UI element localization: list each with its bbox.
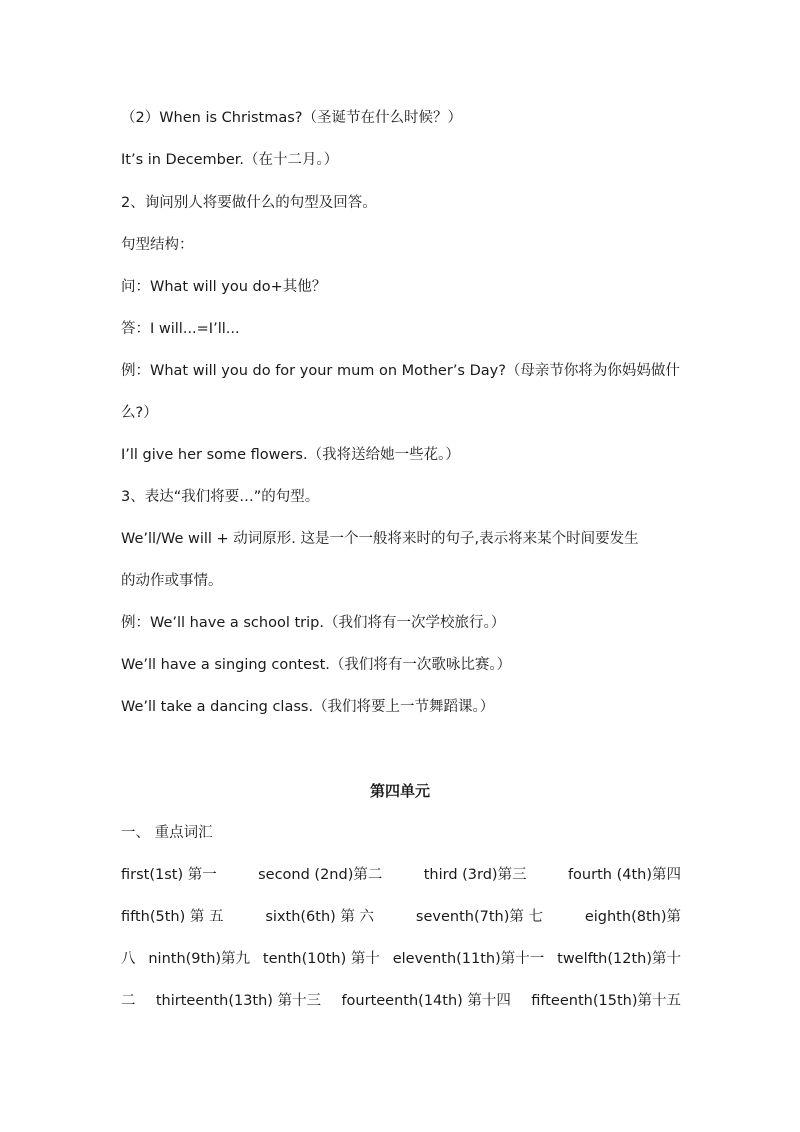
text-line: We’ll/We will + 动词原形. 这是一个一般将来时的句子,表示将来某个时间要发生 — [121, 531, 639, 547]
section-heading: 一、 重点词汇 — [121, 825, 213, 841]
vocab-row — [121, 991, 681, 1011]
text-line: 例：What will you do for your mum on Mother’s Day?（母亲节你将为你妈妈做什 — [121, 363, 680, 379]
vocab-item: ninth(9th)第九 — [148, 951, 251, 967]
vocab-row — [121, 907, 681, 927]
vocab-item: second (2nd)第二 — [258, 867, 383, 883]
vocab-item: fifth(5th) 第 五 — [121, 909, 224, 925]
vocab-item: eighth(8th)第 — [584, 909, 681, 925]
vocab-item: fourteenth(14th) 第十四 — [341, 993, 511, 1009]
text-line: 2、询问别人将要做什么的句型及回答。 — [121, 195, 377, 211]
text-line: （2）When is Christmas?（圣诞节在什么时候？） — [121, 110, 462, 126]
text-line: 句型结构： — [121, 237, 194, 253]
vocab-item: tenth(10th) 第十 — [262, 951, 380, 967]
vocab-item: first(1st) 第一 — [121, 867, 217, 883]
vocab-item: 二 — [121, 993, 136, 1009]
vocab-row — [121, 865, 681, 885]
vocab-item: thirteenth(13th) 第十三 — [155, 993, 322, 1009]
vocab-row — [121, 949, 681, 969]
vocab-item: twelfth(12th)第十 — [557, 951, 681, 967]
text-line: 么?） — [121, 405, 158, 421]
text-line: 例：We’ll have a school trip.（我们将有一次学校旅行。） — [121, 615, 506, 631]
text-line: We’ll have a singing contest.（我们将有一次歌咏比赛。） — [121, 657, 512, 673]
text-line: 的动作或事情。 — [121, 573, 223, 589]
vocab-item: 八 — [121, 951, 136, 967]
unit-title: 第四单元 — [369, 782, 430, 800]
text-line: 答：I will...=I’ll... — [121, 321, 240, 337]
vocab-item: fourth (4th)第四 — [567, 867, 681, 883]
vocab-item: third (3rd)第三 — [423, 867, 527, 883]
vocab-item: eleventh(11th)第十一 — [392, 951, 545, 967]
text-line: 3、表达“我们将要…”的句型。 — [121, 489, 320, 505]
vocab-item: fifteenth(15th)第十五 — [531, 993, 681, 1009]
text-line: We’ll take a dancing class.（我们将要上一节舞蹈课。） — [121, 699, 495, 715]
text-line: I’ll give her some flowers.（我将送给她一些花。） — [121, 447, 460, 463]
text-line: 问：What will you do+其他？ — [121, 279, 327, 295]
text-line: It’s in December.（在十二月。） — [121, 152, 339, 168]
vocab-item: seventh(7th)第 七 — [415, 909, 543, 925]
vocab-item: sixth(6th) 第 六 — [265, 909, 375, 925]
